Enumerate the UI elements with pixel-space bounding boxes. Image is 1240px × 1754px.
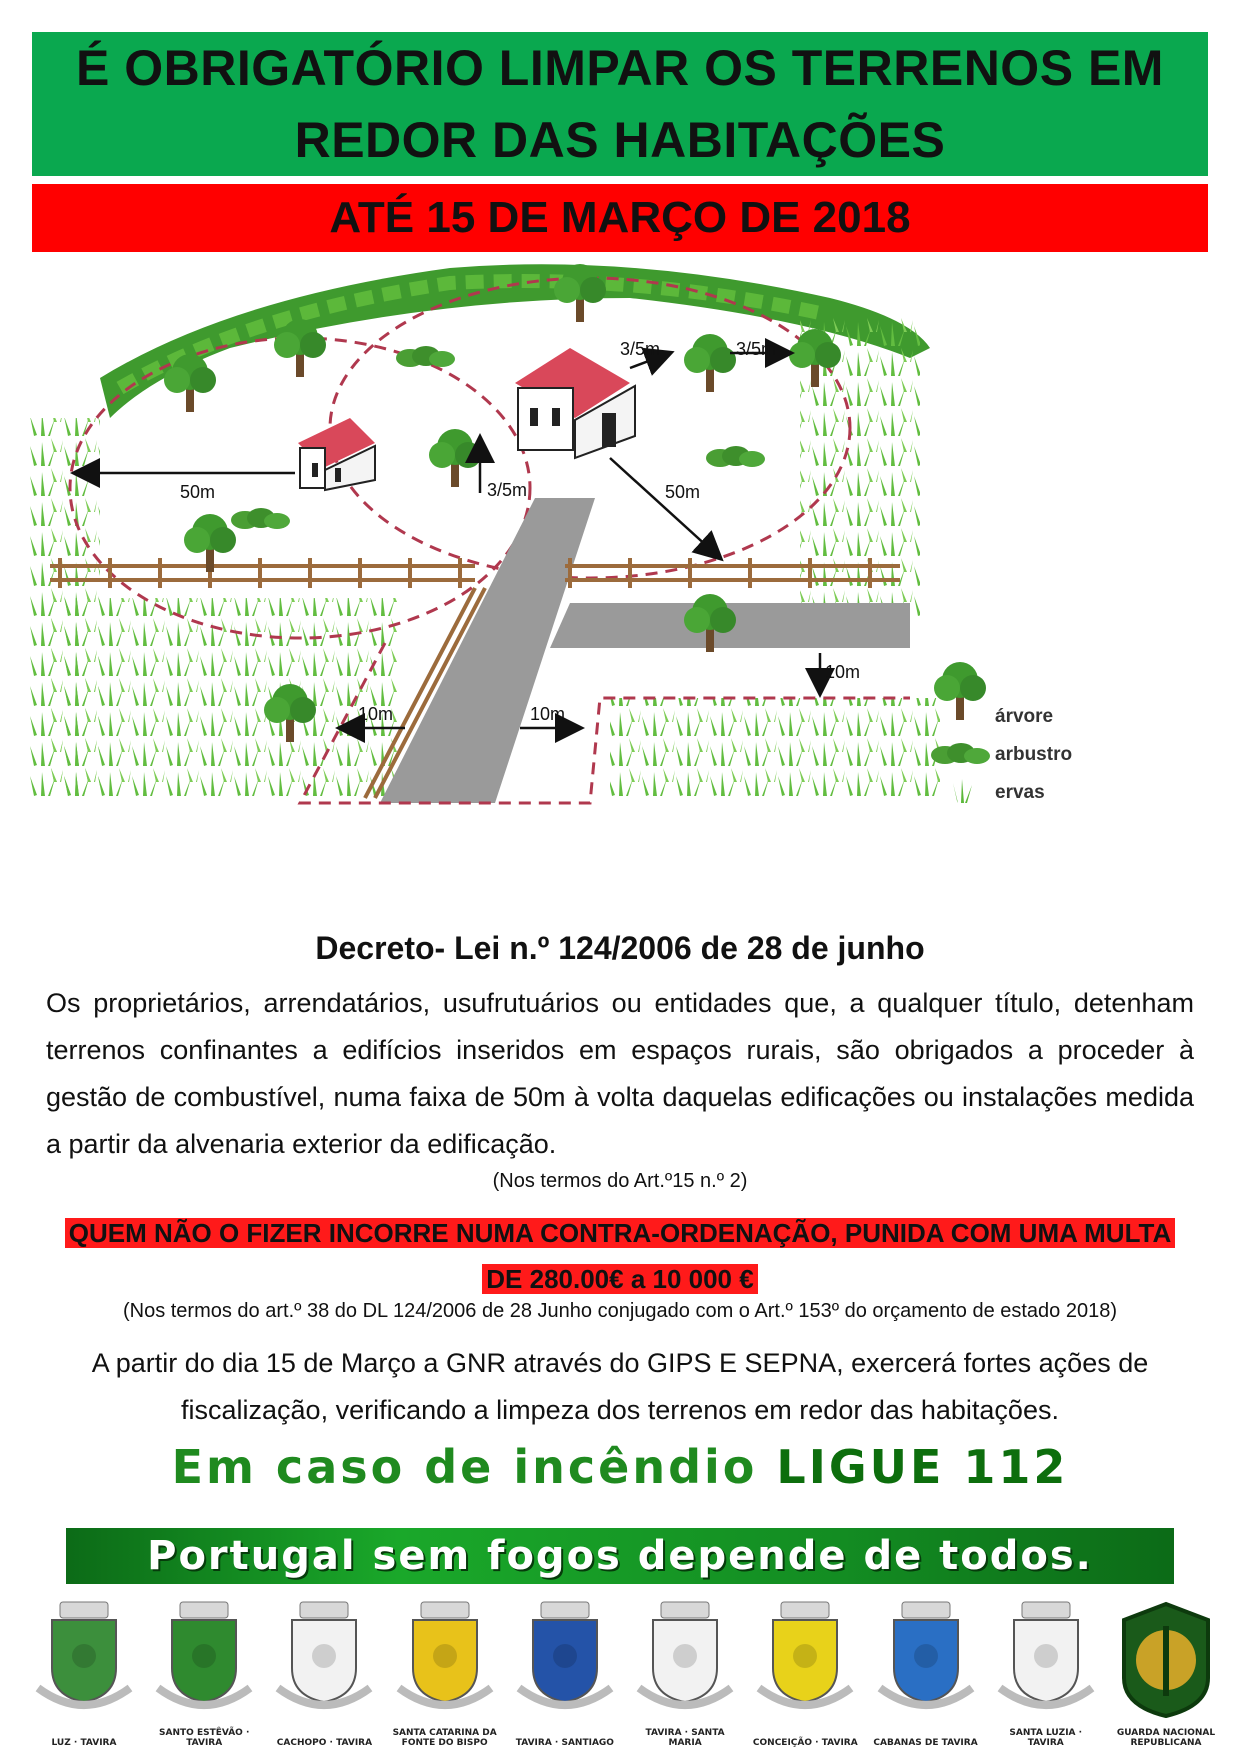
road-vertical <box>380 498 595 803</box>
crest-icon <box>992 1598 1100 1718</box>
crest-5 <box>631 1598 739 1748</box>
house-small <box>298 418 375 490</box>
tree-icon <box>429 429 481 487</box>
crest-label: SANTA CATARINA DA FONTE DO BISPO <box>392 1728 497 1748</box>
title-line-2: REDOR DAS HABITAÇÕES <box>294 112 946 168</box>
crest-8 <box>992 1598 1100 1748</box>
crest-icon <box>30 1598 138 1718</box>
crest-icon <box>391 1598 499 1718</box>
gnr-inspection-text: A partir do dia 15 de Março a GNR através do GIPS E SEPNA, exercerá fortes ações de fiscalização, verificando a limpeza dos terrenos em redor das habitações. <box>91 1348 1149 1425</box>
crest-label: SANTA LUZIA · TAVIRA <box>1009 1728 1083 1748</box>
slogan-text: Portugal sem fogos depende de todos. <box>147 1533 1093 1579</box>
crest-label: GUARDA NACIONAL REPUBLICANA <box>1116 1728 1216 1748</box>
crest-label: CONCEIÇÃO · TAVIRA <box>752 1738 858 1748</box>
emergency-call <box>0 1440 1240 1494</box>
label-10m-right: 10m <box>825 662 861 682</box>
fine-warning <box>0 1210 1240 1302</box>
label-35m-top1: 3/5m <box>620 339 661 359</box>
crest-label: CACHOPO · TAVIRA <box>276 1738 373 1748</box>
crest-icon <box>751 1598 859 1718</box>
legend-shrub: arbustro <box>995 744 1073 765</box>
crest-2 <box>270 1598 378 1748</box>
crest-icon <box>150 1598 258 1718</box>
decree-body: Os proprietários, arrendatários, usufrutuários ou entidades que, a qualquer título, detenham terrenos confinantes a edifícios inseridos em espaços rurais, são obrigados a proceder à gestão de combustível, numa faixa de 50m à volta daquelas edificações ou instalações medida a partir da alvenaria exterior da edificação. <box>46 988 1194 1159</box>
legend-tree-icon <box>934 662 986 720</box>
clearing-diagram <box>30 258 1220 918</box>
slogan-banner <box>66 1528 1174 1584</box>
shrub-icon <box>396 346 455 367</box>
crest-0 <box>30 1598 138 1748</box>
crest-1 <box>150 1598 258 1748</box>
deadline-banner <box>32 184 1208 252</box>
shrub-icon <box>706 446 765 467</box>
grass-lower-left <box>50 598 400 798</box>
legend-tree: árvore <box>995 706 1054 727</box>
deadline-text: ATÉ 15 DE MARÇO DE 2018 <box>329 193 911 242</box>
emergency-call-prefix: Em caso de incêndio <box>171 1440 777 1494</box>
legend <box>931 662 1072 803</box>
crest-icon <box>1112 1598 1220 1718</box>
legend-grass-icon <box>953 779 972 803</box>
parish-crests <box>30 1598 1220 1748</box>
fine-legal-note: (Nos termos do art.º 38 do DL 124/2006 de 28 Junho conjugado com o Art.º 153º do orçamento de estado 2018) <box>122 1300 1118 1322</box>
page-title <box>76 32 1164 176</box>
tree-icon <box>184 514 236 572</box>
crest-6 <box>751 1598 859 1748</box>
label-35m-top2: 3/5m <box>736 339 777 359</box>
title-banner <box>32 32 1208 176</box>
diagram-illustration <box>30 258 1220 918</box>
label-50m-right: 50m <box>665 482 701 502</box>
house-large <box>515 348 635 458</box>
article-note: (Nos termos do Art.º15 n.º 2) <box>492 1170 748 1192</box>
legend-grass: ervas <box>995 782 1045 803</box>
shrub-icon <box>231 508 290 529</box>
fine-warning-line2: DE 280.00€ a 10 000 € <box>482 1264 757 1294</box>
crest-icon <box>631 1598 739 1718</box>
label-35m-mid: 3/5m <box>487 480 528 500</box>
crest-label: TAVIRA · SANTA MARIA <box>645 1728 725 1748</box>
crest-4 <box>511 1598 619 1748</box>
crest-icon <box>872 1598 980 1718</box>
crest-icon <box>511 1598 619 1718</box>
crest-label: SANTO ESTÊVÃO · TAVIRA <box>159 1728 250 1748</box>
tree-icon <box>684 334 736 392</box>
label-10m-left: 10m <box>358 704 394 724</box>
crest-label: TAVIRA · SANTIAGO <box>515 1738 614 1748</box>
emergency-number: LIGUE 112 <box>776 1440 1069 1494</box>
crest-7 <box>872 1598 980 1748</box>
label-50m-left: 50m <box>180 482 216 502</box>
crest-9 <box>1112 1598 1220 1748</box>
label-10m-mid: 10m <box>530 704 566 724</box>
decree-title: Decreto- Lei n.º 124/2006 de 28 de junho <box>315 930 925 966</box>
title-line-1: É OBRIGATÓRIO LIMPAR OS TERRENOS EM <box>76 40 1164 96</box>
grass-lower-right <box>610 698 940 798</box>
crest-label: LUZ · TAVIRA <box>51 1738 117 1748</box>
crest-icon <box>270 1598 378 1718</box>
crest-3 <box>391 1598 499 1748</box>
crest-label: CABANAS DE TAVIRA <box>873 1738 978 1748</box>
fine-warning-line1: QUEM NÃO O FIZER INCORRE NUMA CONTRA-ORDENAÇÃO, PUNIDA COM UMA MULTA <box>65 1218 1176 1248</box>
